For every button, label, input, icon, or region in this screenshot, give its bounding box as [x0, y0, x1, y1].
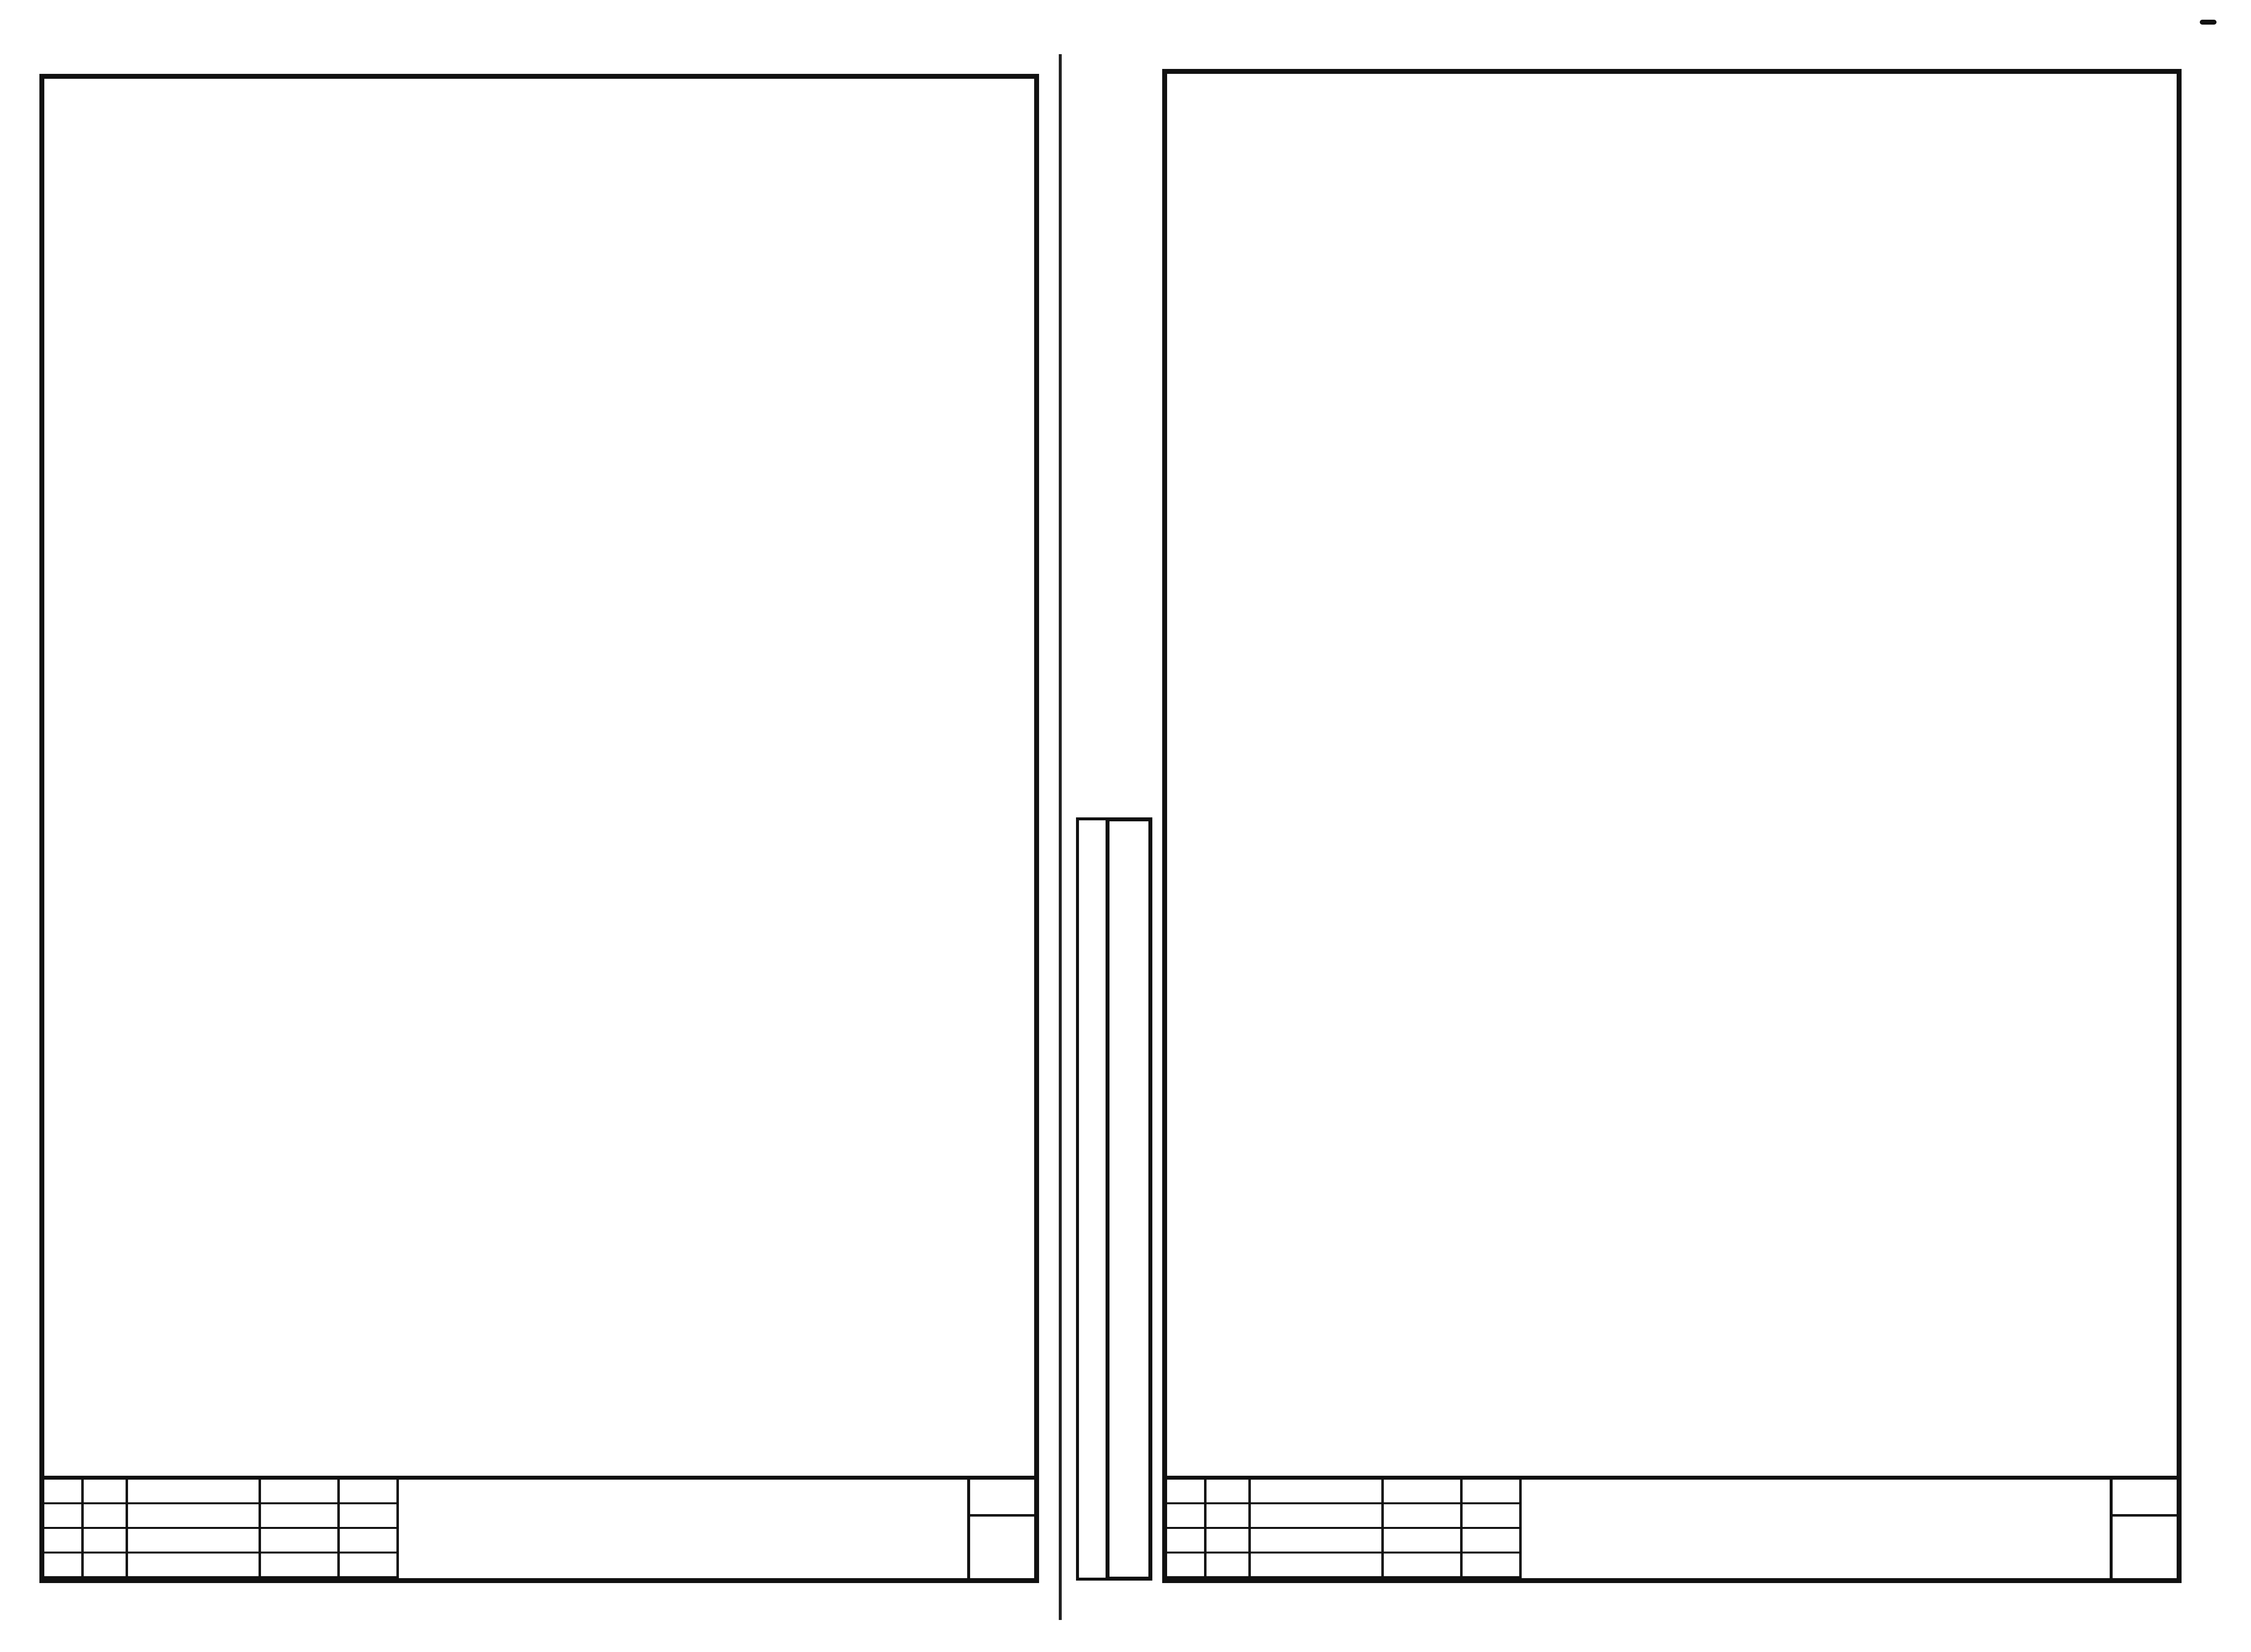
right-sheet [1162, 69, 2182, 1583]
sheet-label [970, 1480, 1034, 1517]
side-approval-strip [1106, 817, 1152, 1581]
revision-grid [44, 1480, 399, 1578]
revision-grid [1167, 1480, 1522, 1578]
right-title-block [1167, 1476, 2177, 1578]
sheet-label [2113, 1480, 2177, 1517]
page-stamp [2200, 20, 2217, 25]
sheet-number-box [967, 1480, 1034, 1578]
page-divider [1059, 54, 1062, 1620]
left-title-block [44, 1476, 1034, 1578]
side-binding-margin [1076, 817, 1106, 1581]
left-sheet [39, 74, 1039, 1583]
sheet-number-box [2110, 1480, 2177, 1578]
